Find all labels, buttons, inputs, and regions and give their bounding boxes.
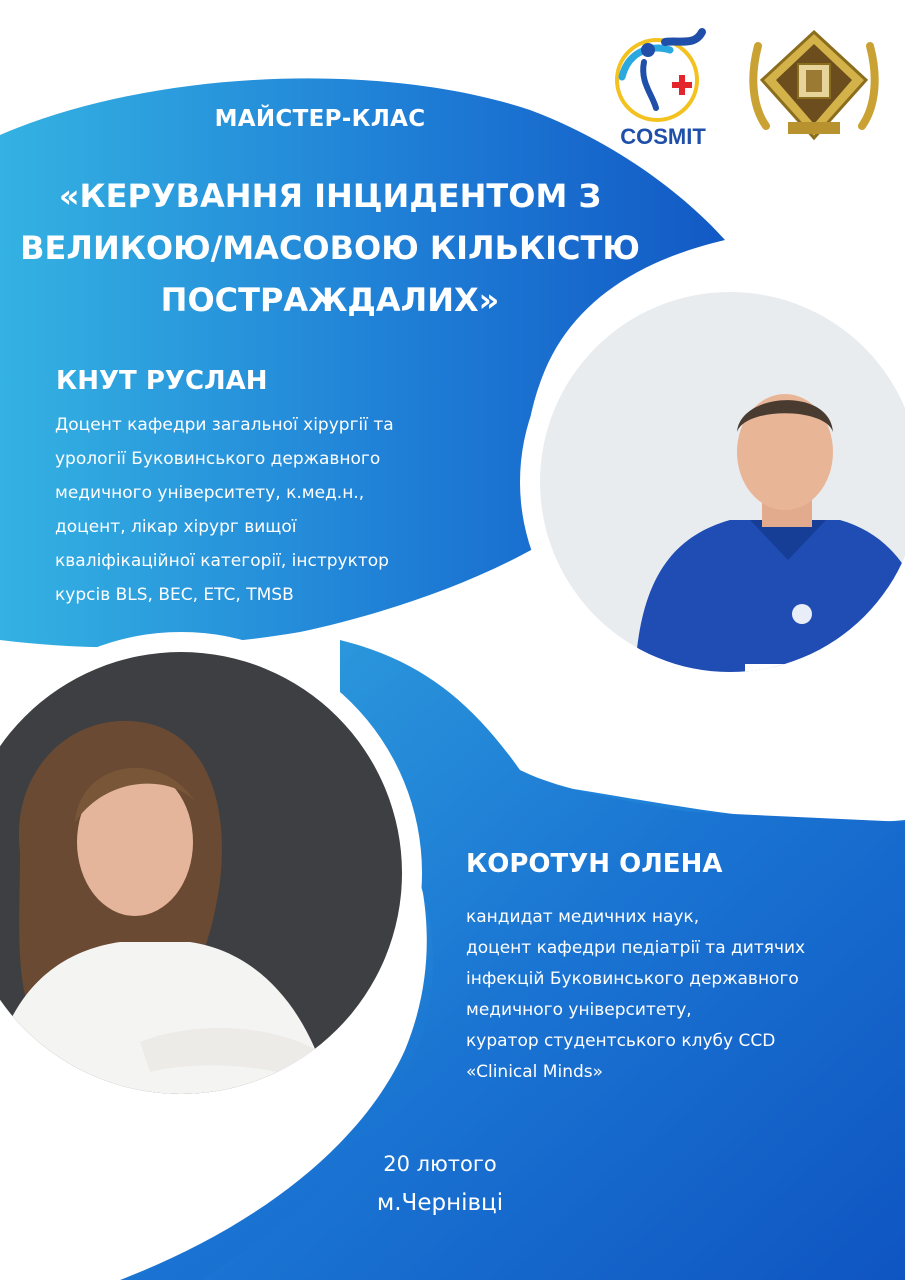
bio-line: Доцент кафедри загальної хірургії та	[55, 415, 394, 435]
title-line: ВЕЛИКОЮ/МАСОВОЮ КІЛЬКІСТЮ	[20, 229, 640, 267]
speaker1-photo	[540, 292, 905, 672]
bio-line: курсів BLS, BEC, ETC, TMSB	[55, 585, 294, 605]
bio-line: кандидат медичних наук,	[466, 907, 700, 927]
bio-line: урології Буковинського державного	[55, 449, 381, 469]
bio-line: медичного університету, к.мед.н.,	[55, 483, 365, 503]
event-date: 20 лютого	[383, 1152, 497, 1176]
event-kicker: МАЙСТЕР-КЛАС	[214, 106, 426, 132]
bio-line: куратор студентського клубу CCD	[466, 1031, 776, 1051]
bio-line: «Clinical Minds»	[466, 1062, 604, 1082]
title-line: «КЕРУВАННЯ ІНЦИДЕНТОМ З	[58, 177, 602, 215]
bio-line: медичного університету,	[466, 1000, 692, 1020]
speaker2-bio	[466, 902, 886, 1088]
event-city: м.Чернівці	[376, 1190, 504, 1216]
university-emblem-icon	[748, 26, 880, 148]
speaker1-bio	[55, 408, 475, 612]
cosmit-logo-text: COSMIT	[620, 124, 706, 149]
speaker2-name: КОРОТУН ОЛЕНА	[466, 849, 723, 879]
bio-line: кваліфікаційної категорії, інструктор	[55, 551, 389, 571]
speaker1-name: КНУТ РУСЛАН	[56, 366, 268, 396]
bio-line: доцент, лікар хірург вищої	[55, 517, 297, 537]
title-line: ПОСТРАЖДАЛИХ»	[160, 281, 500, 319]
bio-line: інфекцій Буковинського державного	[466, 969, 799, 989]
bio-line: доцент кафедри педіатрії та дитячих	[466, 938, 806, 958]
event-title	[10, 170, 650, 326]
